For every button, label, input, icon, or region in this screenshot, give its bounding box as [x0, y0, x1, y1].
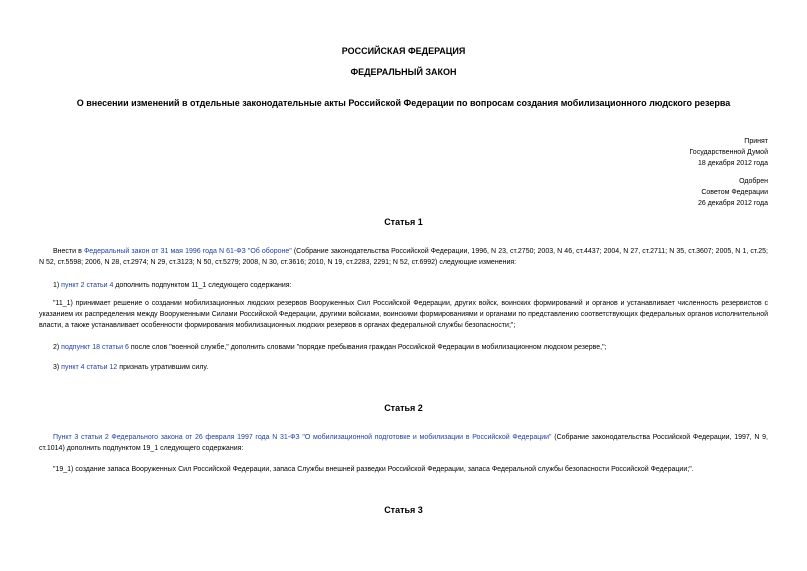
- item-1-link[interactable]: пункт 2 статьи 4: [61, 282, 114, 289]
- article-1-intro-text: Внести в: [53, 248, 84, 255]
- article-1-heading: Статья 1: [384, 217, 423, 227]
- article-1-item-3: [39, 362, 768, 373]
- article-1-item-1: [39, 280, 768, 291]
- article-2-quote: "19_1) создание запаса Вооруженных Сил Российской Федерации, запаса Службы внешней разведки Российской Федерации, запаса Федеральной службы безопасности Российской Федерации;".: [53, 466, 694, 473]
- adoption-council-status: Одобрен: [739, 178, 768, 185]
- item-2-number: 2): [53, 344, 62, 351]
- adoption-council-body: Советом Федерации: [701, 189, 768, 196]
- article-2-intro-text: (Собрание законодательства Российской Федерации, 1997, N 9, ст.1014) дополнить подпунктом 19_1 следующего содержания:: [39, 434, 768, 453]
- law-defense-link[interactable]: Федеральный закон от 31 мая 1996 года N 61-ФЗ "Об обороне": [83, 248, 292, 255]
- document-title: О внесении изменений в отдельные законодательные акты Российской Федерации по вопросам создания мобилизационного людского резерва: [76, 98, 731, 108]
- adoption-duma: [689, 136, 768, 169]
- adoption-duma-body: Государственной Думой: [689, 149, 768, 156]
- item-2-link[interactable]: подпункт 18 статьи 6: [61, 344, 129, 351]
- law-mobilization-link[interactable]: Пункт 3 статьи 2 Федерального закона от 26 февраля 1997 года N 31-ФЗ "О мобилизационной подготовке и мобилизации в Российской Федерации": [53, 434, 552, 441]
- item-3-link[interactable]: пункт 4 статьи 12: [61, 364, 118, 371]
- adoption-council: [698, 176, 768, 209]
- article-2-intro: [39, 432, 768, 454]
- adoption-duma-date: 18 декабря 2012 года: [697, 160, 768, 167]
- article-2-heading: Статья 2: [384, 403, 423, 413]
- article-1-quote-1: "11_1) принимает решение о создании мобилизационных людских резервов Вооруженных Сил Российской Федерации, других войск, воинских формирований и органов и устанавливает численность резервистов с указанием их распределения между Вооруженными Силами Российской Федерации, другими войсками, воинскими формированиями и органами по представлению соответствующих федеральных органов исполнительной власти, а также устанавливает особенности формирования мобилизационных людских резервов в органах федеральной службы безопасности;";: [39, 300, 768, 330]
- article-1-intro: [39, 246, 768, 268]
- document-country: РОССИЙСКАЯ ФЕДЕРАЦИЯ: [341, 46, 466, 56]
- article-1-item-2: [39, 342, 768, 353]
- adoption-duma-status: Принят: [744, 138, 768, 145]
- article-3-heading: Статья 3: [384, 505, 423, 515]
- adoption-council-date: 26 декабря 2012 года: [697, 200, 768, 207]
- item-2-text: после слов "военной службе," дополнить словами "порядке пребывания граждан Российской Федерации в мобилизационном людском резерве,";: [128, 344, 607, 351]
- item-3-text: признать утратившим силу.: [117, 364, 209, 371]
- document-type: ФЕДЕРАЛЬНЫЙ ЗАКОН: [350, 67, 457, 77]
- article-1-intro-text-2: (Собрание законодательства Российской Федерации, 1996, N 23, ст.2750; 2003, N 46, ст.4437; 2004, N 27, ст.2711; N 35, ст.3607; 2005, N 1, ст.25; N 52, ст.5598; 2006, N 28, ст.2974; N 29, ст.3123; N 50, ст.5279; 2008, N 30, ст.3616; 2010, N 19, ст.2283, 2291; N 52, ст.6992) следующие изменения:: [39, 248, 769, 267]
- item-3-number: 3): [53, 364, 62, 371]
- item-1-text: дополнить подпунктом 11_1 следующего содержания:: [113, 282, 292, 289]
- item-1-number: 1): [53, 282, 62, 289]
